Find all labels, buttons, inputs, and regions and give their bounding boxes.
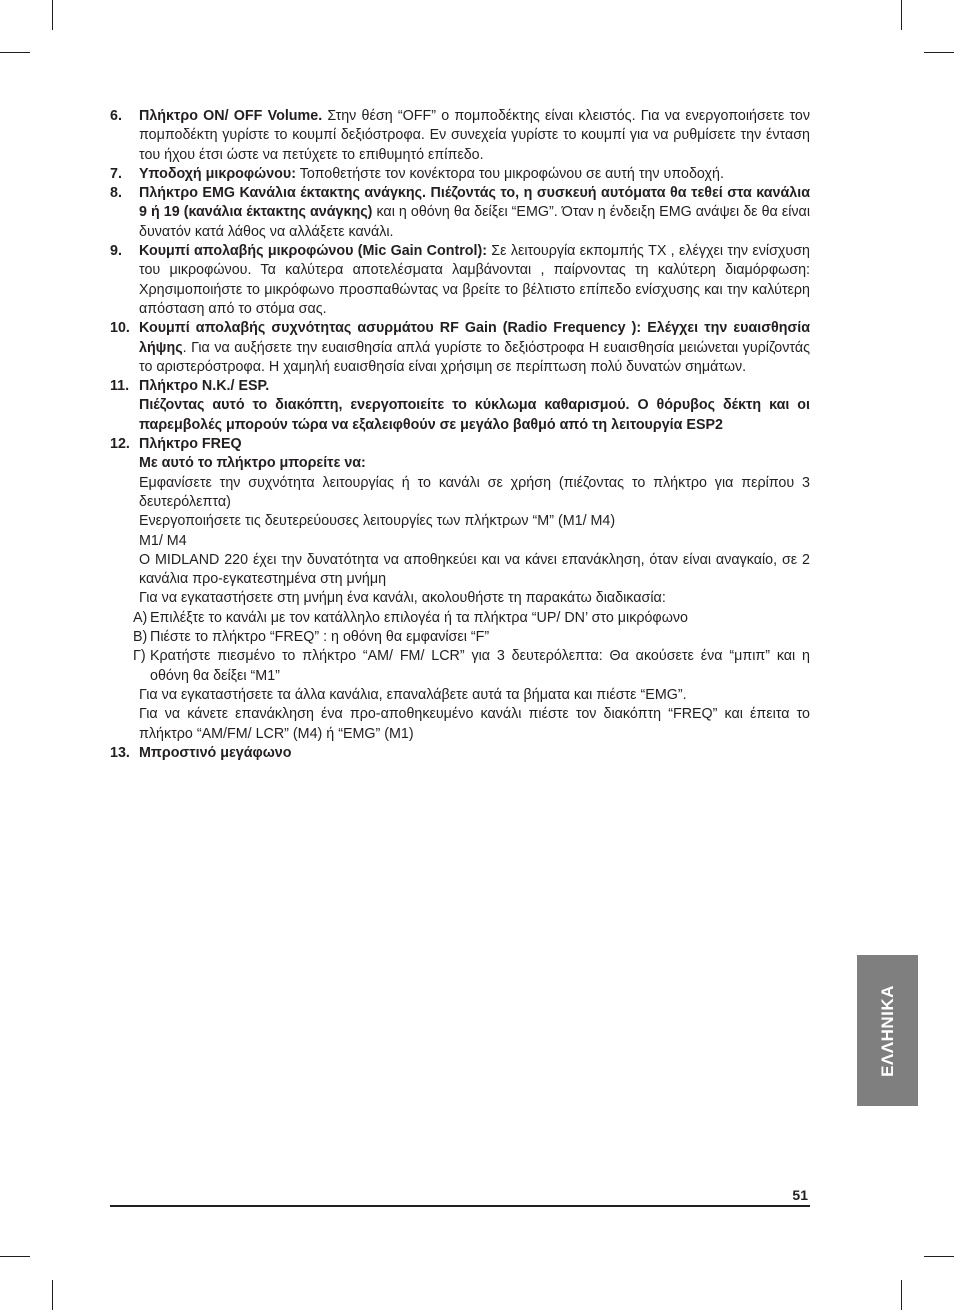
item-subheading: Πιέζοντας αυτό το διακόπτη, ενεργοποιείτε το κύκλωμα καθαρισμού. Ο θόρυβος δέκτη και οι παρεμβολές μπορούν τώρα να εξαλειφθούν σε μεγάλο βαθμό από τη λειτουργία ESP2 bbox=[139, 397, 810, 433]
item-heading: Μπροστινό μεγάφωνο bbox=[139, 744, 292, 761]
item-heading: Υποδοχή μικροφώνου: bbox=[139, 165, 296, 182]
list-item bbox=[110, 377, 810, 435]
language-side-tab bbox=[857, 955, 918, 1106]
manual-content bbox=[110, 107, 810, 763]
crop-mark bbox=[0, 52, 30, 53]
step bbox=[133, 628, 810, 647]
step-text: Επιλέξτε το κανάλι με τον κατάλληλο επιλογέα ή τα πλήκτρα “UP/ DN’ στο μικρόφωνο bbox=[150, 609, 688, 626]
paragraph: Ενεργοποιήσετε τις δευτερεύουσες λειτουργίες των πλήκτρων “M” (M1/ M4) bbox=[139, 513, 616, 530]
step bbox=[133, 647, 810, 686]
step-letter: A) bbox=[133, 609, 148, 626]
item-text: Τοποθετήστε τον κονέκτορα του μικροφώνου σε αυτή την υποδοχή. bbox=[295, 165, 724, 182]
step bbox=[133, 609, 810, 628]
language-label: ΕΛΛΗΝΙΚΑ bbox=[877, 984, 897, 1077]
list-item bbox=[110, 242, 810, 319]
crop-mark bbox=[52, 1280, 53, 1310]
paragraph: Για να εγκαταστήσετε τα άλλα κανάλια, επαναλάβετε αυτά τα βήματα και πιέστε “EMG”. bbox=[139, 686, 687, 703]
item-number: 12. bbox=[110, 436, 130, 453]
item-heading: Κουμπί απολαβής μικροφώνου (Mic Gain Control): bbox=[139, 243, 488, 260]
paragraph: Για να εγκαταστήσετε στη μνήμη ένα κανάλι, ακολουθήστε τη παρακάτω διαδικασία: bbox=[139, 590, 666, 607]
list-item bbox=[110, 165, 810, 184]
item-number: 8. bbox=[110, 185, 122, 202]
paragraph: M1/ M4 bbox=[139, 532, 187, 549]
list-item bbox=[110, 319, 810, 377]
step-letter: B) bbox=[133, 629, 148, 646]
item-number: 9. bbox=[110, 243, 122, 260]
step-text: Πιέστε το πλήκτρο “FREQ” : η οθόνη θα εμφανίσει “F” bbox=[150, 629, 490, 646]
list-item bbox=[110, 435, 810, 744]
item-heading: Πλήκτρο EMG Κανάλια έκτακτης ανάγκης. Πιέζοντάς το, η συσκευή αυτόματα θα τεθεί στα κανάλια 9 ή 19 (κανάλια έκτακτης ανάγκης) bbox=[139, 185, 810, 221]
list-item bbox=[110, 184, 810, 242]
item-number: 13. bbox=[110, 744, 130, 761]
paragraph: Για να κάνετε επανάκληση ένα προ-αποθηκευμένο κανάλι πιέστε τον διακόπτη “FREQ” και έπειτα το πλήκτρο “AM/FM/ LCR” (M4) ή “EMG” (M1) bbox=[139, 706, 810, 742]
item-heading: Πλήκτρο FREQ bbox=[139, 436, 242, 453]
list-item bbox=[110, 744, 810, 763]
item-heading: Πλήκτρο N.K./ ESP. bbox=[139, 378, 270, 395]
item-number: 6. bbox=[110, 108, 122, 124]
item-subheading: Με αυτό το πλήκτρο μπορείτε να: bbox=[139, 455, 366, 472]
paragraph: Εμφανίσετε την συχνότητα λειτουργίας ή το κανάλι σε χρήση (πιέζοντας το πλήκτρο για περίπου 3 δευτερόλεπτα) bbox=[139, 474, 810, 510]
item-text: Στην θέση “OFF” ο πομποδέκτης είναι κλειστός. Για να ενεργοποιήσετε τον πομποδέκτη γυρίστε το κουμπί δεξιόστροφα. Εν συνεχεία γυρίστε το κουμπί για να ρυθμίσετε την ένταση του ήχου έτσι ώστε να πετύχετε το επιθυμητό επίπεδο. bbox=[139, 108, 810, 163]
item-number: 11. bbox=[110, 378, 130, 395]
step-letter: Γ) bbox=[133, 648, 146, 665]
crop-mark bbox=[901, 0, 902, 30]
list-item bbox=[110, 107, 810, 165]
item-number: 10. bbox=[110, 320, 130, 337]
item-heading: Πλήκτρο ON/ OFF Volume. bbox=[139, 108, 323, 124]
crop-mark bbox=[52, 0, 53, 30]
item-heading: Κουμπί απολαβής συχνότητας ασυρμάτου RF Gain (Radio Frequency ): Ελέγχει την ευαισθησία λήψης bbox=[139, 320, 810, 356]
item-text: . Για να αυξήσετε την ευαισθησία απλά γυρίστε το δεξιόστροφα Η ευαισθησία μειώνεται γυρίζοντάς το αριστερόστροφα. Η χαμηλή ευαισθησία είναι χρήσιμη σε περίπτωση πολύ δυνατών σημάτων. bbox=[139, 339, 810, 375]
crop-mark bbox=[924, 52, 954, 53]
step-text: Κρατήστε πιεσμένο το πλήκτρο “AM/ FM/ LCR” για 3 δευτερόλεπτα: Θα ακούσετε ένα “μπιπ” και η οθόνη θα δείξει “M1” bbox=[150, 648, 810, 684]
footer-rule bbox=[110, 1205, 810, 1207]
crop-mark bbox=[0, 1256, 30, 1257]
item-number: 7. bbox=[110, 165, 122, 182]
item-text: Σε λειτουργία εκπομπής TX , ελέγχει την ενίσχυση του μικροφώνου. Τα καλύτερα αποτελέσματα λαμβάνονται , παίρνοντας τη καλύτερη διαμόρφωση: Χρησιμοποιήστε το μικρόφωνο προσπαθώντας να βρείτε το βέλτιστο επίπεδο ενίσχυσης και την καλύτερη απόσταση από το στόμα σας. bbox=[139, 243, 810, 317]
page-number: 51 bbox=[792, 1187, 808, 1203]
crop-mark bbox=[901, 1280, 902, 1310]
crop-mark bbox=[924, 1256, 954, 1257]
item-text: και η οθόνη θα δείξει “EMG”. Όταν η ένδειξη EMG ανάψει δε θα είναι δυνατόν κατά λάθος να αλλάξετε κανάλι. bbox=[139, 204, 811, 240]
paragraph: O MIDLAND 220 έχει την δυνατότητα να αποθηκεύει και να κάνει επανάκληση, όταν είναι αναγκαίο, σε 2 κανάλια προ-εγκατεστημένα στη μνήμη bbox=[139, 551, 810, 588]
